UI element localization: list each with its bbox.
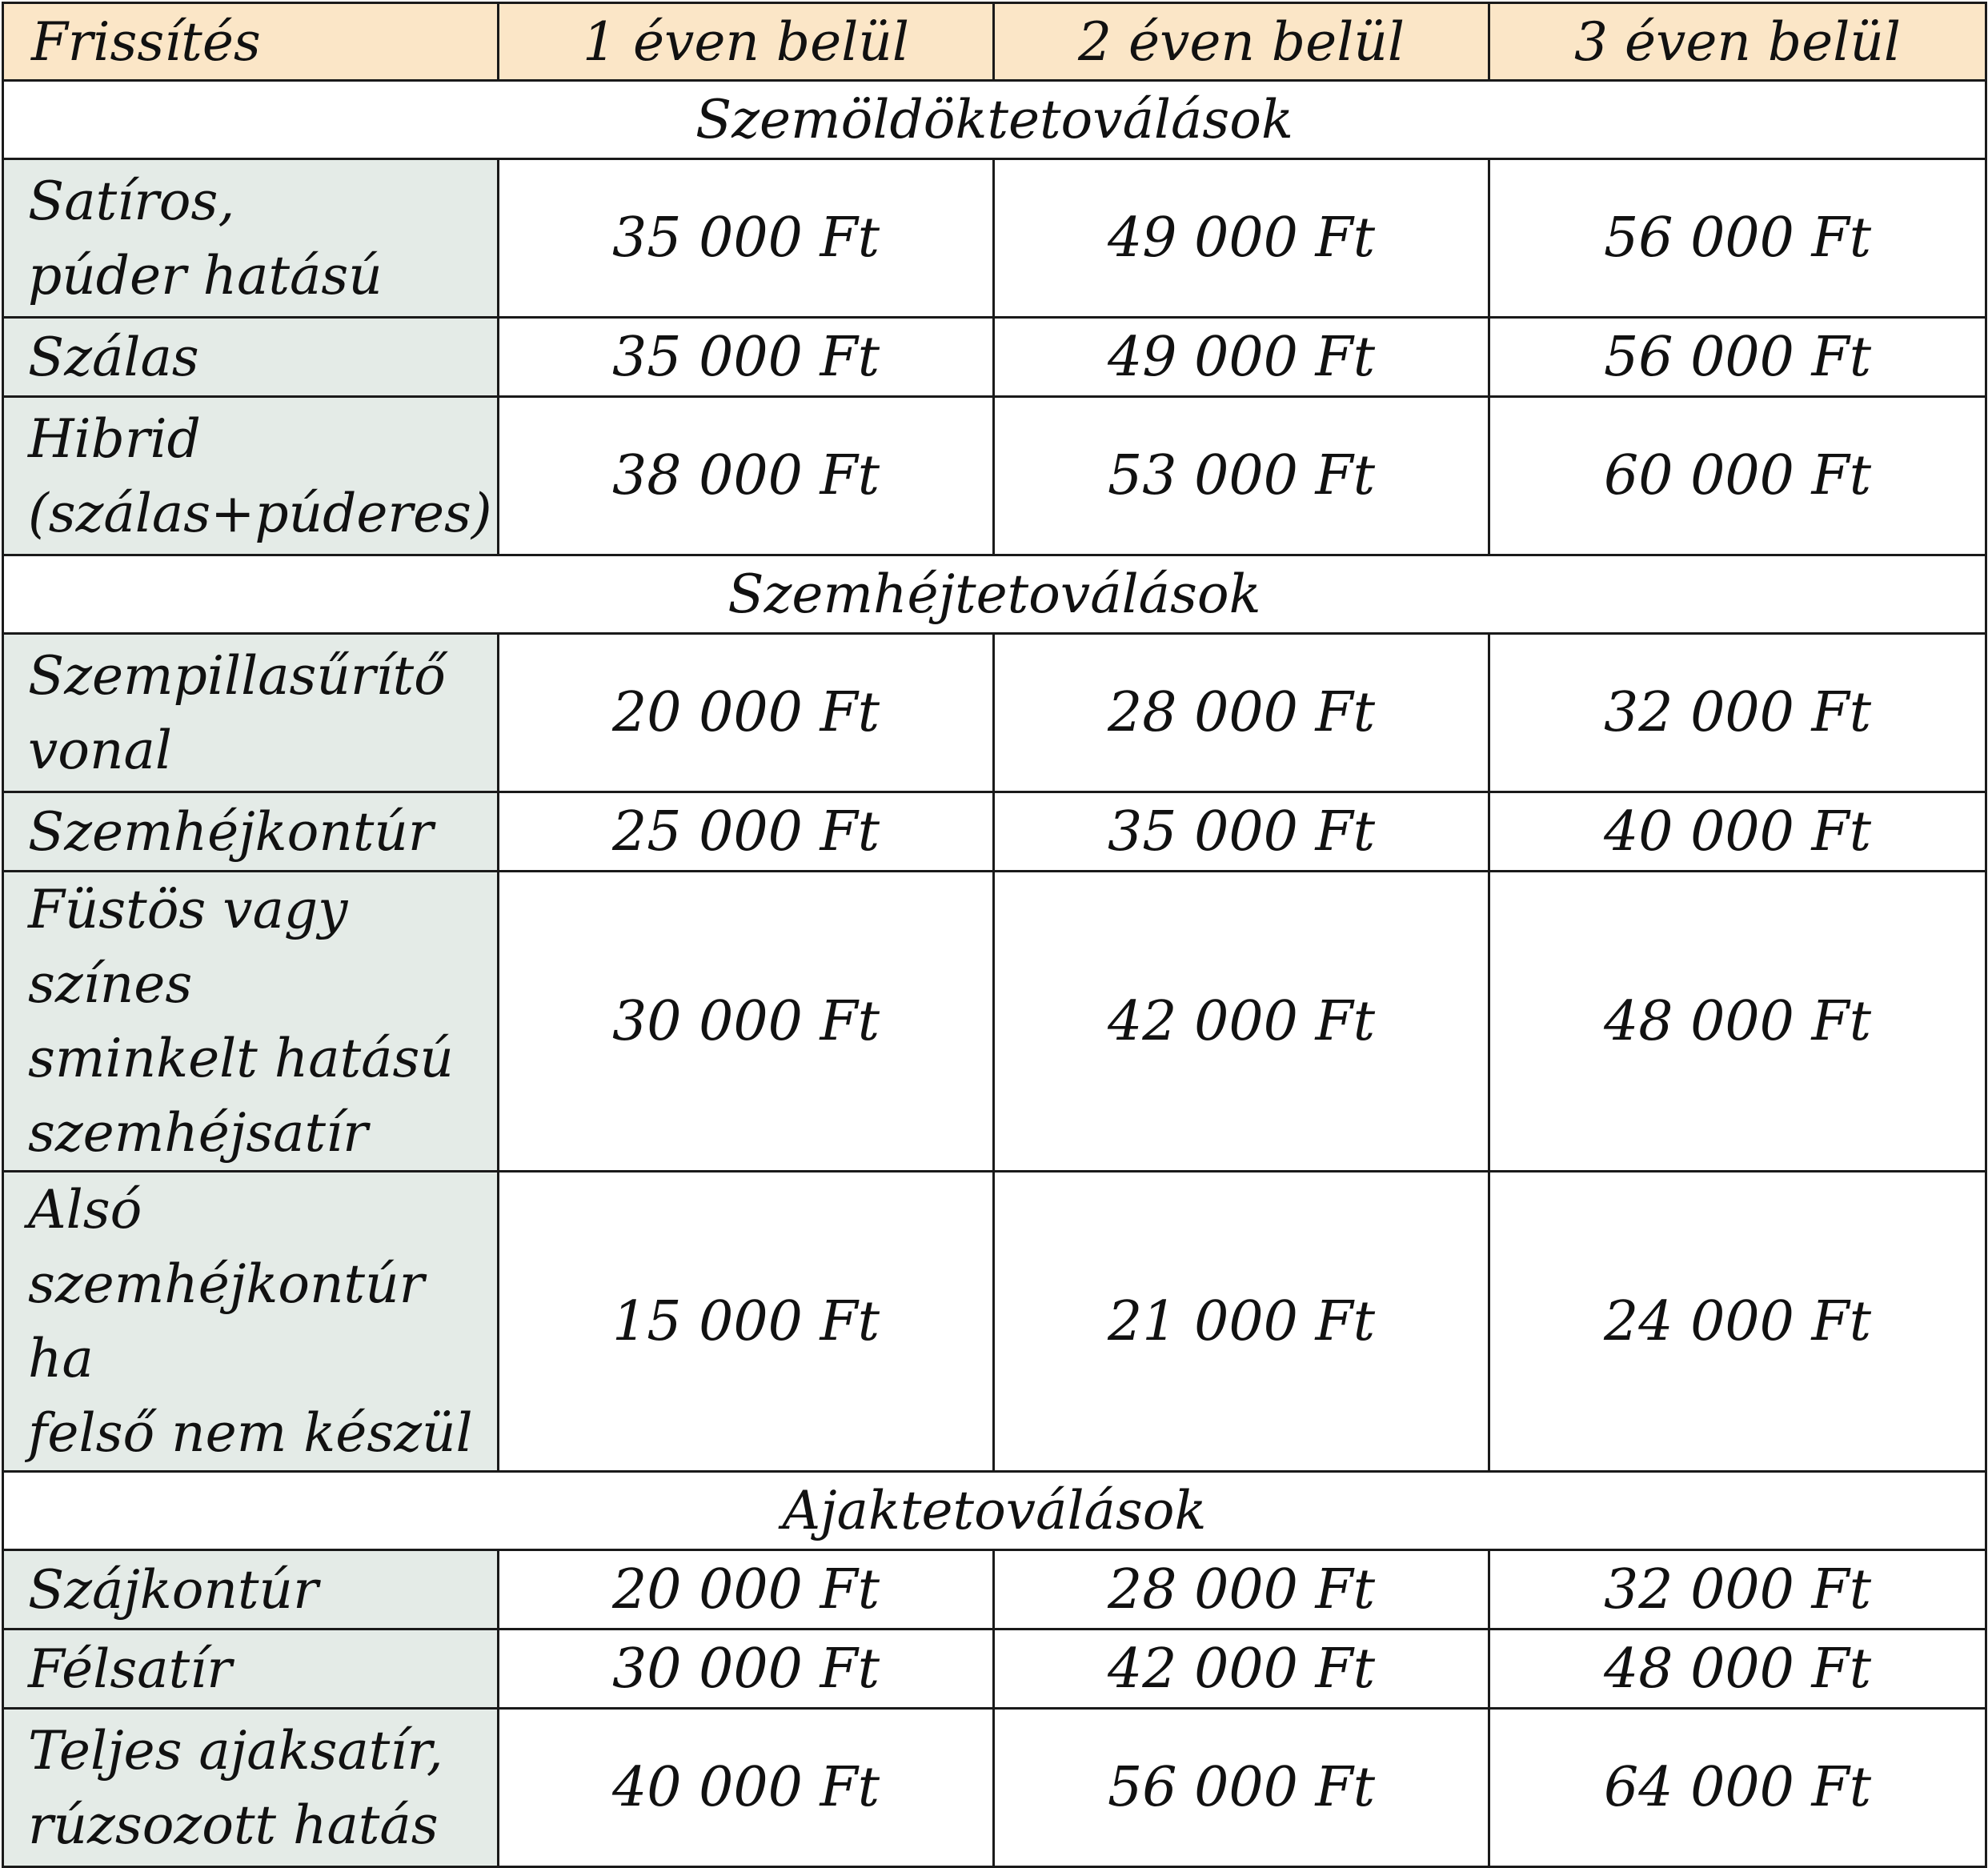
price-cell: 56 000 Ft xyxy=(1489,159,1986,318)
price-cell: 42 000 Ft xyxy=(994,872,1489,1172)
section-title: Szemhéjtetoválások xyxy=(3,555,1986,634)
price-cell: 40 000 Ft xyxy=(499,1709,994,1867)
price-cell: 15 000 Ft xyxy=(499,1172,994,1472)
table-row xyxy=(3,1172,1986,1472)
price-cell: 35 000 Ft xyxy=(994,792,1489,872)
price-cell: 56 000 Ft xyxy=(994,1709,1489,1867)
price-cell: 49 000 Ft xyxy=(994,159,1489,318)
table-row xyxy=(3,1629,1986,1709)
row-label: Teljes ajaksatír, rúzsozott hatás xyxy=(3,1709,499,1867)
table-row xyxy=(3,792,1986,872)
row-label: Szálas xyxy=(3,318,499,397)
section-row xyxy=(3,81,1986,159)
price-cell: 48 000 Ft xyxy=(1489,872,1986,1172)
price-cell: 53 000 Ft xyxy=(994,397,1489,555)
row-label: Füstös vagy színes sminkelt hatású szemhéjsatír xyxy=(3,872,499,1172)
section-row xyxy=(3,1472,1986,1550)
header-col-1: 1 éven belül xyxy=(499,3,994,81)
header-col-3: 3 éven belül xyxy=(1489,3,1986,81)
row-label: Hibrid (szálas+púderes) xyxy=(3,397,499,555)
price-cell: 56 000 Ft xyxy=(1489,318,1986,397)
price-cell: 64 000 Ft xyxy=(1489,1709,1986,1867)
row-label: Félsatír xyxy=(3,1629,499,1709)
row-label: Szemhéjkontúr xyxy=(3,792,499,872)
table-row xyxy=(3,872,1986,1172)
price-cell: 48 000 Ft xyxy=(1489,1629,1986,1709)
price-cell: 40 000 Ft xyxy=(1489,792,1986,872)
price-cell: 25 000 Ft xyxy=(499,792,994,872)
table-row xyxy=(3,634,1986,792)
price-cell: 32 000 Ft xyxy=(1489,634,1986,792)
price-cell: 35 000 Ft xyxy=(499,318,994,397)
price-cell: 24 000 Ft xyxy=(1489,1172,1986,1472)
section-row xyxy=(3,555,1986,634)
price-table xyxy=(2,2,1987,1868)
row-label: Alsó szemhéjkontúr ha felső nem készül xyxy=(3,1172,499,1472)
row-label: Szájkontúr xyxy=(3,1550,499,1629)
price-cell: 49 000 Ft xyxy=(994,318,1489,397)
price-cell: 35 000 Ft xyxy=(499,159,994,318)
table-row xyxy=(3,318,1986,397)
price-cell: 42 000 Ft xyxy=(994,1629,1489,1709)
table-row xyxy=(3,397,1986,555)
price-cell: 32 000 Ft xyxy=(1489,1550,1986,1629)
section-title: Szemöldöktetoválások xyxy=(3,81,1986,159)
table-row xyxy=(3,1550,1986,1629)
price-cell: 38 000 Ft xyxy=(499,397,994,555)
header-col-2: 2 éven belül xyxy=(994,3,1489,81)
price-cell: 30 000 Ft xyxy=(499,1629,994,1709)
price-cell: 21 000 Ft xyxy=(994,1172,1489,1472)
section-title: Ajaktetoválások xyxy=(3,1472,1986,1550)
table-row xyxy=(3,1709,1986,1867)
price-cell: 20 000 Ft xyxy=(499,634,994,792)
table-row xyxy=(3,159,1986,318)
header-label: Frissítés xyxy=(3,3,499,81)
header-row xyxy=(3,3,1986,81)
row-label: Szempillasűrítő vonal xyxy=(3,634,499,792)
row-label: Satíros, púder hatású xyxy=(3,159,499,318)
price-cell: 28 000 Ft xyxy=(994,634,1489,792)
price-cell: 60 000 Ft xyxy=(1489,397,1986,555)
price-cell: 28 000 Ft xyxy=(994,1550,1489,1629)
price-cell: 30 000 Ft xyxy=(499,872,994,1172)
price-cell: 20 000 Ft xyxy=(499,1550,994,1629)
